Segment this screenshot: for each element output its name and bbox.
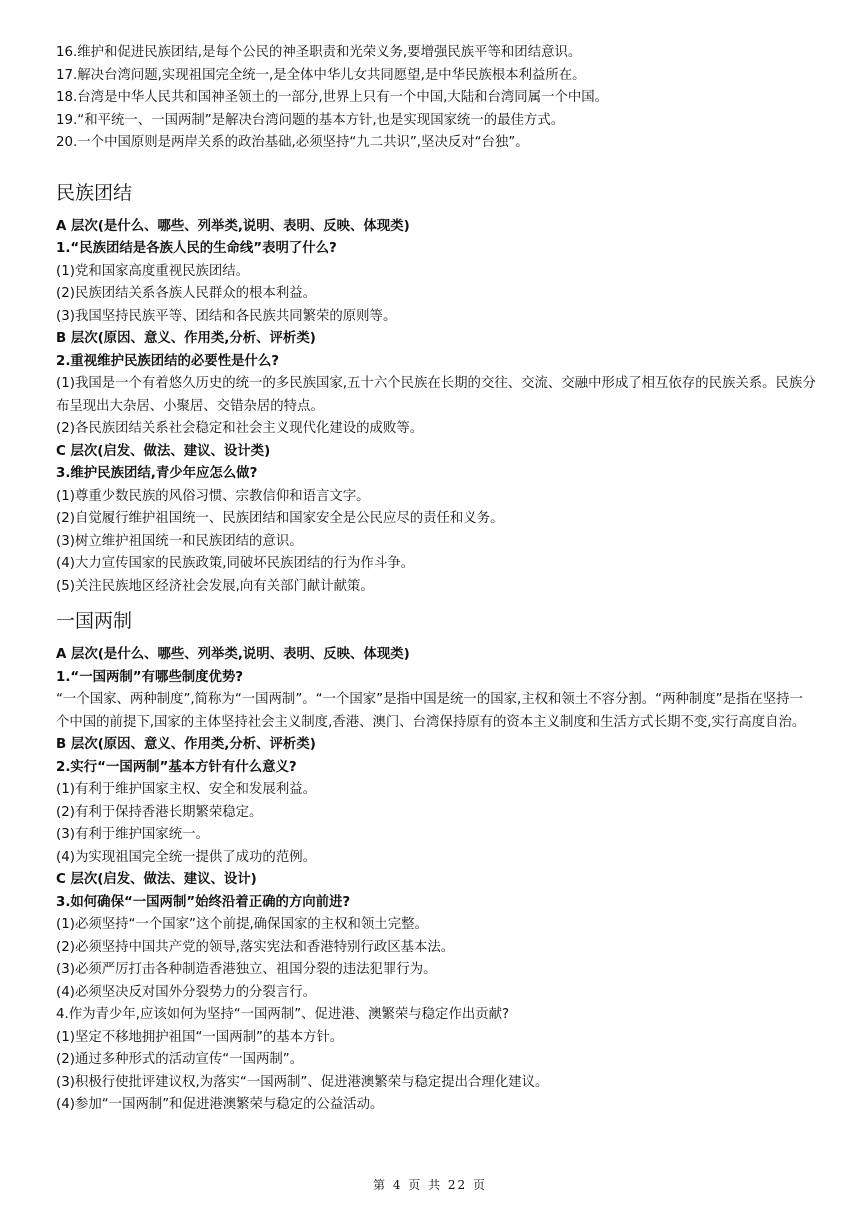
level-heading: B 层次(原因、意义、作用类,分析、评析类) bbox=[56, 331, 316, 346]
question: 3.如何确保“一国两制”始终沿着正确的方向前进? bbox=[56, 894, 351, 910]
answer-line: (2)有利于保持香港长期繁荣稳定。 bbox=[56, 804, 263, 820]
intro-line: 17.解决台湾问题,实现祖国完全统一,是全体中华儿女共同愿望,是中华民族根本利益所在。 bbox=[56, 67, 586, 83]
section-title-ethnic-unity: 民族团结 bbox=[56, 181, 133, 204]
page-footer: 第 4 页 共 22 页 bbox=[373, 1178, 487, 1192]
level-heading: C 层次(启发、做法、建议、设计类) bbox=[56, 443, 271, 459]
answer-line: (2)自觉履行维护祖国统一、民族团结和国家安全是公民应尽的责任和义务。 bbox=[56, 511, 504, 526]
answer-paragraph: “一个国家、两种制度”,简称为“一国两制”。“一个国家”是指中国是统一的国家,主权和领土不容分割。“两种制度”是指在坚持一个中国的前提下,国家的主体坚持社会主义制度,香港、澳门、台湾保持原有的资本主义制度和生活方式长期不变,实行高度自治。 bbox=[56, 692, 806, 730]
answer-line: (3)必须严厉打击各种制造香港独立、祖国分裂的违法犯罪行为。 bbox=[56, 962, 437, 977]
question: 2.重视维护民族团结的必要性是什么? bbox=[56, 353, 280, 369]
question: 2.实行“一国两制”基本方针有什么意义? bbox=[56, 759, 297, 775]
answer-line: (3)我国坚持民族平等、团结和各民族共同繁荣的原则等。 bbox=[56, 308, 397, 324]
intro-line: 20.一个中国原则是两岸关系的政治基础,必须坚持“九二共识”,坚决反对“台独”。 bbox=[56, 135, 529, 150]
answer-line: (2)通过多种形式的活动宣传“一国两制”。 bbox=[56, 1052, 304, 1067]
answer-line: (1)坚定不移地拥护祖国“一国两制”的基本方针。 bbox=[56, 1029, 344, 1045]
answer-line: (3)有利于维护国家统一。 bbox=[56, 827, 209, 842]
question: 1.“民族团结是各族人民的生命线”表明了什么? bbox=[56, 241, 337, 256]
answer-line: (3)树立维护祖国统一和民族团结的意识。 bbox=[56, 533, 303, 549]
answer-line: (5)关注民族地区经济社会发展,向有关部门献计献策。 bbox=[56, 578, 374, 594]
answer-line: (4)必须坚决反对国外分裂势力的分裂言行。 bbox=[56, 984, 316, 1000]
answer-line: (1)必须坚持“一个国家”这个前提,确保国家的主权和领土完整。 bbox=[56, 917, 428, 932]
level-heading: A 层次(是什么、哪些、列举类,说明、表明、反映、体现类) bbox=[56, 218, 410, 234]
answer-line: (4)参加“一国两制”和促进港澳繁荣与稳定的公益活动。 bbox=[56, 1097, 384, 1112]
intro-line: 18.台湾是中华人民共和国神圣领土的一部分,世界上只有一个中国,大陆和台湾同属一个中国。 bbox=[56, 90, 609, 105]
level-heading: C 层次(启发、做法、建议、设计) bbox=[56, 872, 257, 887]
answer-line: (4)大力宣传国家的民族政策,同破坏民族团结的行为作斗争。 bbox=[56, 556, 414, 571]
level-heading: B 层次(原因、意义、作用类,分析、评析类) bbox=[56, 737, 316, 752]
document-page bbox=[56, 42, 816, 1117]
question-plain: 4.作为青少年,应该如何为坚持“一国两制”、促进港、澳繁荣与稳定作出贡献? bbox=[56, 1007, 510, 1022]
intro-line: 16.维护和促进民族团结,是每个公民的神圣职责和光荣义务,要增强民族平等和团结意识。 bbox=[56, 45, 582, 60]
answer-line: (1)党和国家高度重视民族团结。 bbox=[56, 263, 250, 279]
answer-line: (1)有利于维护国家主权、安全和发展利益。 bbox=[56, 782, 316, 797]
section-title-one-country-two-systems: 一国两制 bbox=[56, 610, 133, 632]
answer-line: (2)必须坚持中国共产党的领导,落实宪法和香港特别行政区基本法。 bbox=[56, 939, 455, 955]
intro-line: 19.“和平统一、一国两制”是解决台湾问题的基本方针,也是实现国家统一的最佳方式。 bbox=[56, 112, 565, 128]
answer-line: (2)民族团结关系各族人民群众的根本利益。 bbox=[56, 286, 316, 301]
answer-line: (2)各民族团结关系社会稳定和社会主义现代化建设的成败等。 bbox=[56, 421, 424, 436]
answer-paragraph: (1)我国是一个有着悠久历史的统一的多民族国家,五十六个民族在长期的交往、交流、交融中形成了相互依存的民族关系。民族分布呈现出大杂居、小聚居、交错杂居的特点。 bbox=[56, 376, 816, 414]
answer-line: (1)尊重少数民族的风俗习惯、宗教信仰和语言文字。 bbox=[56, 488, 370, 504]
answer-line: (3)积极行使批评建议权,为落实“一国两制”、促进港澳繁荣与稳定提出合理化建议。 bbox=[56, 1074, 549, 1090]
question: 3.维护民族团结,青少年应怎么做? bbox=[56, 466, 258, 481]
level-heading: A 层次(是什么、哪些、列举类,说明、表明、反映、体现类) bbox=[56, 647, 410, 662]
answer-line: (4)为实现祖国完全统一提供了成功的范例。 bbox=[56, 849, 316, 865]
question: 1.“一国两制”有哪些制度优势? bbox=[56, 669, 244, 685]
